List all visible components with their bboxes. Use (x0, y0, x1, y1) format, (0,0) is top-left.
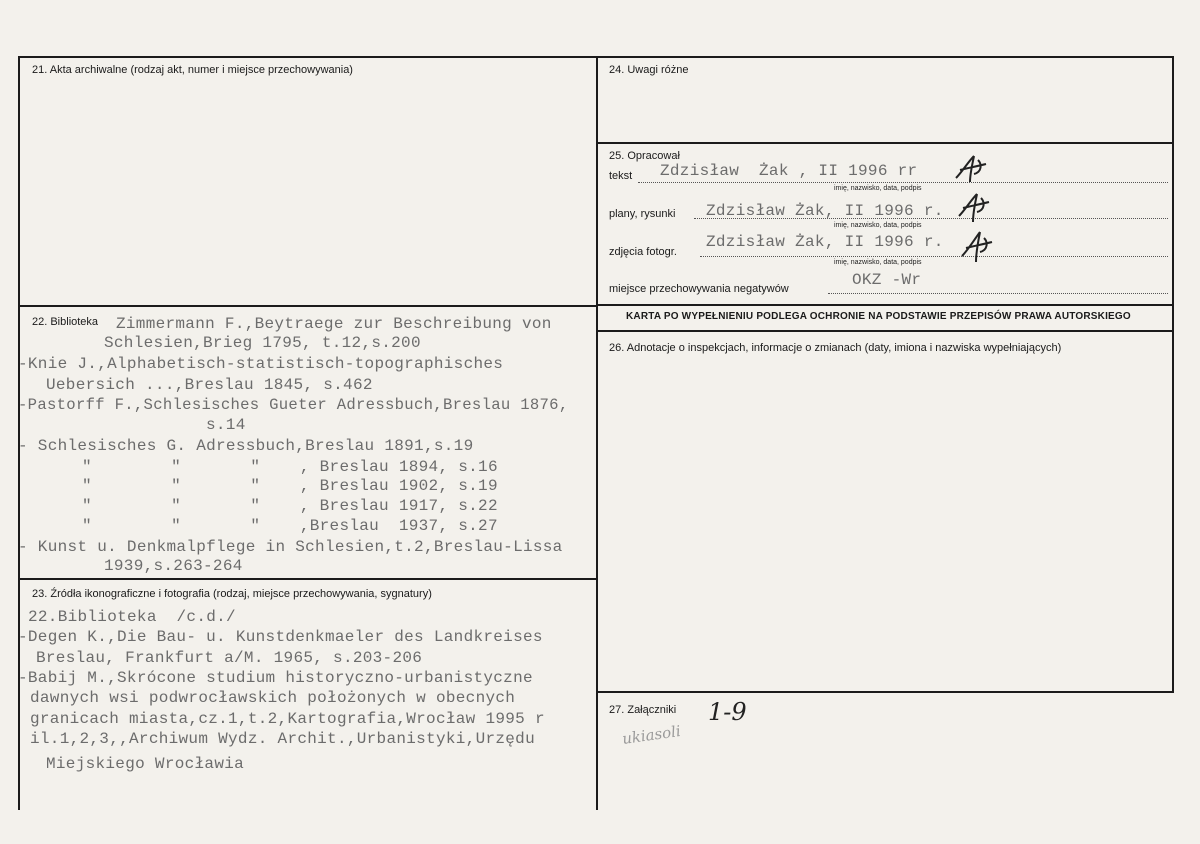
divider-22-23 (18, 578, 598, 580)
biblioteka-line: -Pastorff F.,Schlesisches Gueter Adressbuch,Breslau 1876, (18, 396, 569, 414)
tekst-hint: imię, nazwisko, data, podpis (834, 185, 922, 192)
zdjecia-label: zdjęcia fotogr. (609, 246, 677, 258)
biblioteka-line: " " " , Breslau 1902, s.19 (82, 477, 498, 495)
zalaczniki-note: ukiasoli (621, 721, 682, 749)
copyright-notice: KARTA PO WYPEŁNIENIU PODLEGA OCHRONIE NA PODSTAWIE PRZEPISÓW PRAWA AUTORSKIEGO (626, 311, 1131, 322)
zrodla-line: -Degen K.,Die Bau- u. Kunstdenkmaeler des Landkreises (18, 628, 543, 646)
zalaczniki-value: 1-9 (708, 698, 747, 726)
plany-label: plany, rysunki (609, 208, 676, 220)
plany-dotted-line (694, 218, 1168, 219)
biblioteka-line: - Kunst u. Denkmalpflege in Schlesien,t.2,Breslau-Lissa (18, 538, 563, 556)
zrodla-line: il.1,2,3,,Archiwum Wydz. Archit.,Urbanistyki,Urzędu (30, 730, 535, 748)
biblioteka-line: " " " ,Breslau 1937, s.27 (82, 517, 498, 535)
biblioteka-line: Schlesien,Brieg 1795, t.12,s.200 (104, 334, 421, 352)
divider-26-27 (596, 691, 1174, 693)
biblioteka-line: - Schlesisches G. Adressbuch,Breslau 1891,s.19 (18, 437, 474, 455)
signature-icon-zdjecia (958, 228, 994, 266)
biblioteka-line: -Knie J.,Alphabetisch-statistisch-topographisches (18, 355, 504, 373)
section-21-label: 21. Akta archiwalne (rodzaj akt, numer i miejsce przechowywania) (32, 64, 353, 76)
signature-icon-plany (955, 190, 991, 226)
divider-24-25 (596, 142, 1174, 144)
negatywy-value: OKZ -Wr (852, 271, 922, 289)
zdjecia-value: Zdzisław Żak, II 1996 r. (706, 233, 944, 251)
divider-25-copyright (596, 304, 1174, 306)
zdjecia-hint: imię, nazwisko, data, podpis (834, 259, 922, 266)
zrodla-line: dawnych wsi podwrocławskich położonych w obecnych (30, 689, 516, 707)
section-26-label: 26. Adnotacje o inspekcjach, informacje o zmianach (daty, imiona i nazwiska wypełniających) (609, 342, 1062, 354)
section-22-label: 22. Biblioteka (32, 316, 99, 328)
negatywy-dotted-line (828, 293, 1168, 294)
zrodla-line: 22.Biblioteka /c.d./ (28, 608, 236, 626)
negatywy-label: miejsce przechowywania negatywów (609, 283, 789, 295)
zrodla-line: Breslau, Frankfurt a/M. 1965, s.203-206 (36, 649, 423, 667)
section-23-label: 23. Źródła ikonograficzne i fotografia (rodzaj, miejsce przechowywania, sygnatury) (32, 588, 432, 600)
section-27-label: 27. Załączniki (609, 704, 677, 716)
right-border-line (1172, 56, 1174, 693)
divider-21-22 (18, 305, 598, 307)
plany-hint: imię, nazwisko, data, podpis (834, 222, 922, 229)
tekst-label: tekst (609, 170, 633, 182)
zrodla-line: -Babij M.,Skrócone studium historyczno-urbanistyczne (18, 669, 533, 687)
biblioteka-line: " " " , Breslau 1917, s.22 (82, 497, 498, 515)
section-25-label: 25. Opracował (609, 150, 680, 162)
zrodla-line: granicach miasta,cz.1,t.2,Kartografia,Wrocław 1995 r (30, 710, 545, 728)
biblioteka-line: " " " , Breslau 1894, s.16 (82, 458, 498, 476)
zrodla-line: Miejskiego Wrocławia (46, 755, 245, 773)
biblioteka-line: Zimmermann F.,Beytraege zur Beschreibung von (116, 315, 552, 333)
zdjecia-dotted-line (700, 256, 1168, 257)
biblioteka-line: 1939,s.263-264 (104, 557, 243, 575)
center-divider-line (596, 56, 598, 810)
signature-icon-tekst (952, 152, 988, 188)
tekst-value: Zdzisław Żak , II 1996 rr (660, 162, 918, 180)
tekst-dotted-line (638, 182, 1168, 183)
section-24-label: 24. Uwagi różne (609, 64, 689, 76)
biblioteka-line: s.14 (206, 416, 246, 434)
divider-copyright-26 (596, 330, 1174, 332)
plany-value: Zdzisław Żak, II 1996 r. (706, 202, 944, 220)
left-border-line (18, 56, 20, 810)
biblioteka-line: Uebersich ...,Breslau 1845, s.462 (46, 376, 373, 394)
